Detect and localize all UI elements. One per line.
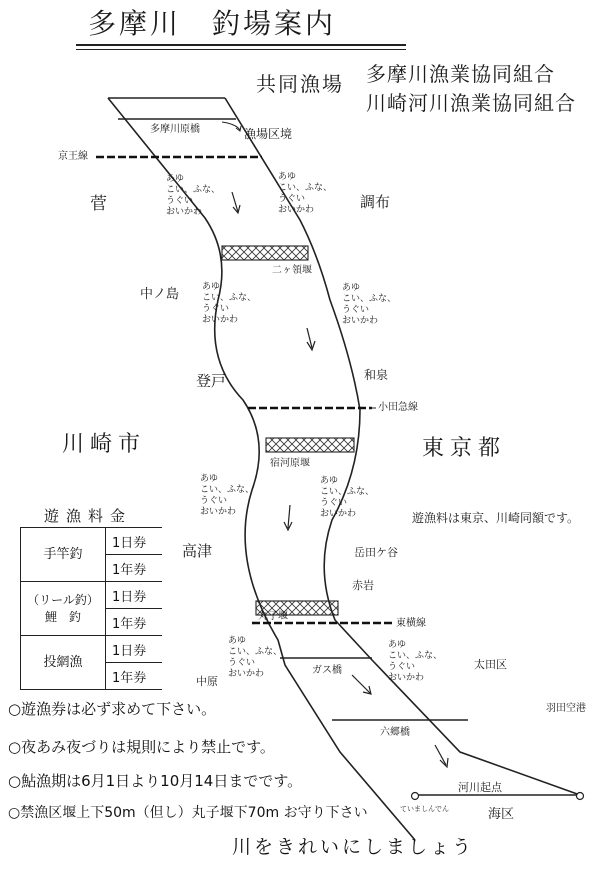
- note-item: ○夜あみ夜づりは規則により禁止です。: [8, 738, 275, 756]
- fee-kind: （リール釣） 鯉 釣: [21, 582, 106, 636]
- railway-odakyu-label: 小田急線: [378, 402, 418, 413]
- fee-period: 1年券: [106, 555, 163, 582]
- species-list: あゆ こい、ふな、 うぐい おいかわ: [342, 283, 397, 326]
- fee-kind: 手竿釣: [21, 528, 106, 582]
- note-item: ○禁漁区堰上下50m（但し）丸子堰下70m お守り下さい: [8, 805, 368, 821]
- species-list: あゆ こい、ふな、 うぐい おいかわ: [166, 174, 221, 217]
- weir-shukugawara-label: 宿河原堰: [270, 458, 310, 469]
- weir-shukugawara: [266, 438, 354, 452]
- place-noborito: 登戸: [196, 372, 227, 390]
- place-bentenn: ていましんでん: [400, 805, 449, 813]
- note-item: ○鮎漁期は6月1日より10月14日までです。: [8, 772, 303, 790]
- fee-row: [21, 528, 163, 555]
- place-akaiwa: 赤岩: [352, 579, 374, 592]
- place-ota: 太田区: [474, 658, 507, 671]
- place-sea: 海区: [488, 807, 515, 822]
- species-list: あゆ こい、ふな、 うぐい おいかわ: [388, 640, 443, 683]
- place-tokyo: 東京都: [422, 436, 507, 461]
- fee-period: 1日券: [106, 582, 163, 609]
- railway-toyoko-label: 東横線: [396, 618, 426, 629]
- species-list: あゆ こい、ふな、 うぐい おいかわ: [278, 172, 333, 215]
- weir-futako-label: 二ヶ領堰: [272, 265, 312, 276]
- species-list: あゆ こい、ふな、 うぐい おいかわ: [202, 282, 257, 325]
- place-izumi: 和泉: [364, 368, 389, 382]
- fee-note: 遊漁料は東京、川崎同額です。: [412, 511, 580, 525]
- species-list: あゆ こい、ふな、 うぐい おいかわ: [320, 476, 375, 519]
- bridge-tamagawara: 多摩川原橋: [150, 124, 200, 135]
- fee-period: 1日券: [106, 528, 163, 555]
- weir-futako: [222, 246, 308, 260]
- place-takatsu: 高津: [182, 542, 213, 560]
- bridge-gasu-label: ガス橋: [312, 665, 342, 676]
- fee-period: 1年券: [106, 663, 163, 690]
- fee-table-title: 遊漁料金: [44, 507, 133, 525]
- fee-period: 1日券: [106, 636, 163, 663]
- weir-maruko-label: 丸子堰: [258, 611, 288, 622]
- fee-period: 1年券: [106, 609, 163, 636]
- note-item: ○遊漁券は必ず求めて下さい。: [8, 700, 217, 718]
- map-title: 多摩川 釣場案内: [88, 7, 337, 40]
- fishery-label: 共同漁場: [256, 72, 344, 96]
- fee-table: [20, 527, 162, 690]
- fee-row: [21, 582, 163, 609]
- place-haneda: 羽田空港: [546, 703, 586, 714]
- river-start-marker-right: [577, 793, 584, 800]
- species-list: あゆ こい、ふな、 うぐい おいかわ: [200, 474, 255, 517]
- fee-row: [21, 636, 163, 663]
- place-nakahara: 中原: [196, 675, 218, 688]
- fee-kind: 投網漁: [21, 636, 106, 690]
- place-kawasaki: 川崎市: [62, 432, 147, 457]
- union-name-2: 川崎河川漁業協同組合: [366, 91, 576, 115]
- slogan: 川をきれいにしましょう: [232, 836, 475, 858]
- species-list: あゆ こい、ふな、 うぐい おいかわ: [228, 636, 283, 679]
- railway-keio-label: 京王線: [58, 151, 88, 162]
- boundary-label: 漁場区境: [244, 127, 293, 141]
- place-suge: 菅: [90, 194, 107, 214]
- place-chofu: 調布: [360, 193, 391, 211]
- bridge-rokugo-label: 六郷橋: [380, 727, 410, 738]
- union-name-1: 多摩川漁業協同組合: [366, 62, 555, 86]
- river-start-marker-left: [412, 793, 419, 800]
- place-okasawa: 岳田ケ谷: [354, 546, 398, 559]
- place-nakanoshima: 中ノ島: [140, 287, 180, 302]
- river-start-label: 河川起点: [458, 781, 502, 794]
